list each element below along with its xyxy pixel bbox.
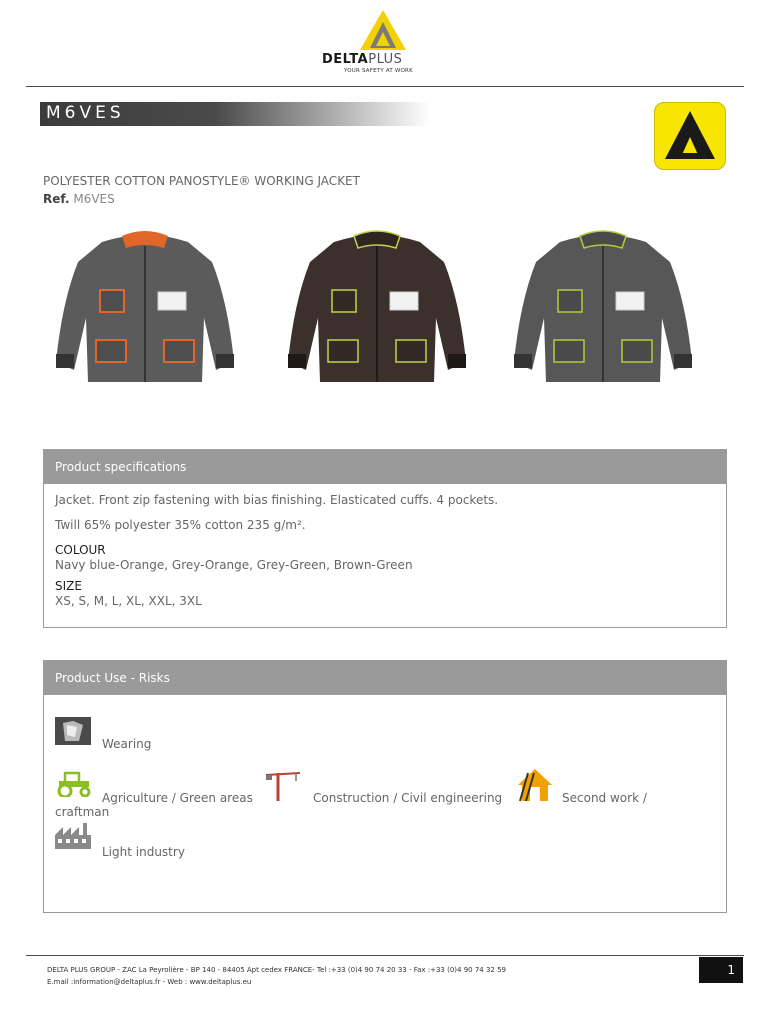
footer-divider <box>26 955 744 956</box>
size-value: XS, S, M, L, XL, XXL, 3XL <box>55 594 202 608</box>
delta-triangle-icon <box>655 103 725 169</box>
product-use-risks-section <box>43 660 727 913</box>
brown-green-jacket-image <box>284 222 470 392</box>
brand-tagline: YOUR SAFETY AT WORK <box>344 68 413 74</box>
tractor-icon <box>55 769 93 797</box>
footer-contact: E.mail :information@deltaplus.fr - Web : www.deltaplus.eu <box>47 978 252 986</box>
wearing-icon <box>55 717 91 745</box>
factory-icon <box>55 823 93 851</box>
ref-value: M6VES <box>73 192 115 206</box>
brand-name: DELTA <box>322 52 369 67</box>
use-wearing-label: Wearing <box>102 737 152 751</box>
use-craftman-label: craftman <box>55 805 110 819</box>
footer-address: DELTA PLUS GROUP - ZAC La Peyrolière - BP 140 - 84405 Apt cedex FRANCE- Tel :+33 (0)4 90 74 20 33 - Fax :+33 (0)4 90 74 32 59 <box>47 966 507 974</box>
product-subtitle: POLYESTER COTTON PANOSTYLE® WORKING JACKET <box>43 174 360 188</box>
size-label: SIZE <box>55 579 82 593</box>
specifications-heading: Product specifications <box>44 450 726 484</box>
colour-value: Navy blue-Orange, Grey-Orange, Grey-Green, Brown-Green <box>55 558 413 572</box>
house-worker-icon <box>516 767 554 803</box>
use-second-work-label: Second work / <box>562 791 647 805</box>
use-risks-heading: Product Use - Risks <box>44 661 726 695</box>
ref-label: Ref. <box>43 192 70 206</box>
page-number: 1 <box>699 957 743 983</box>
grey-green-jacket-image <box>510 222 696 392</box>
delta-plus-logo <box>318 10 452 76</box>
brand-suffix: PLUS <box>368 52 403 67</box>
crane-icon <box>264 769 304 801</box>
use-agriculture-label: Agriculture / Green areas <box>102 791 253 805</box>
spec-fabric: Twill 65% polyester 35% cotton 235 g/m². <box>55 518 306 532</box>
use-light-industry-label: Light industry <box>102 845 185 859</box>
use-construction-label: Construction / Civil engineering <box>313 791 503 805</box>
colour-label: COLOUR <box>55 543 106 557</box>
product-specifications-section <box>43 449 727 628</box>
delta-logo-triangle-icon <box>360 10 406 50</box>
grey-orange-jacket-image <box>52 222 238 392</box>
brand-wordmark <box>322 52 402 67</box>
product-title-bar <box>40 102 430 126</box>
header-divider <box>26 86 744 87</box>
delta-badge <box>654 102 726 170</box>
spec-description: Jacket. Front zip fastening with bias finishing. Elasticated cuffs. 4 pockets. <box>55 493 499 507</box>
product-ref <box>43 192 115 206</box>
product-code: M6VES <box>46 103 125 123</box>
